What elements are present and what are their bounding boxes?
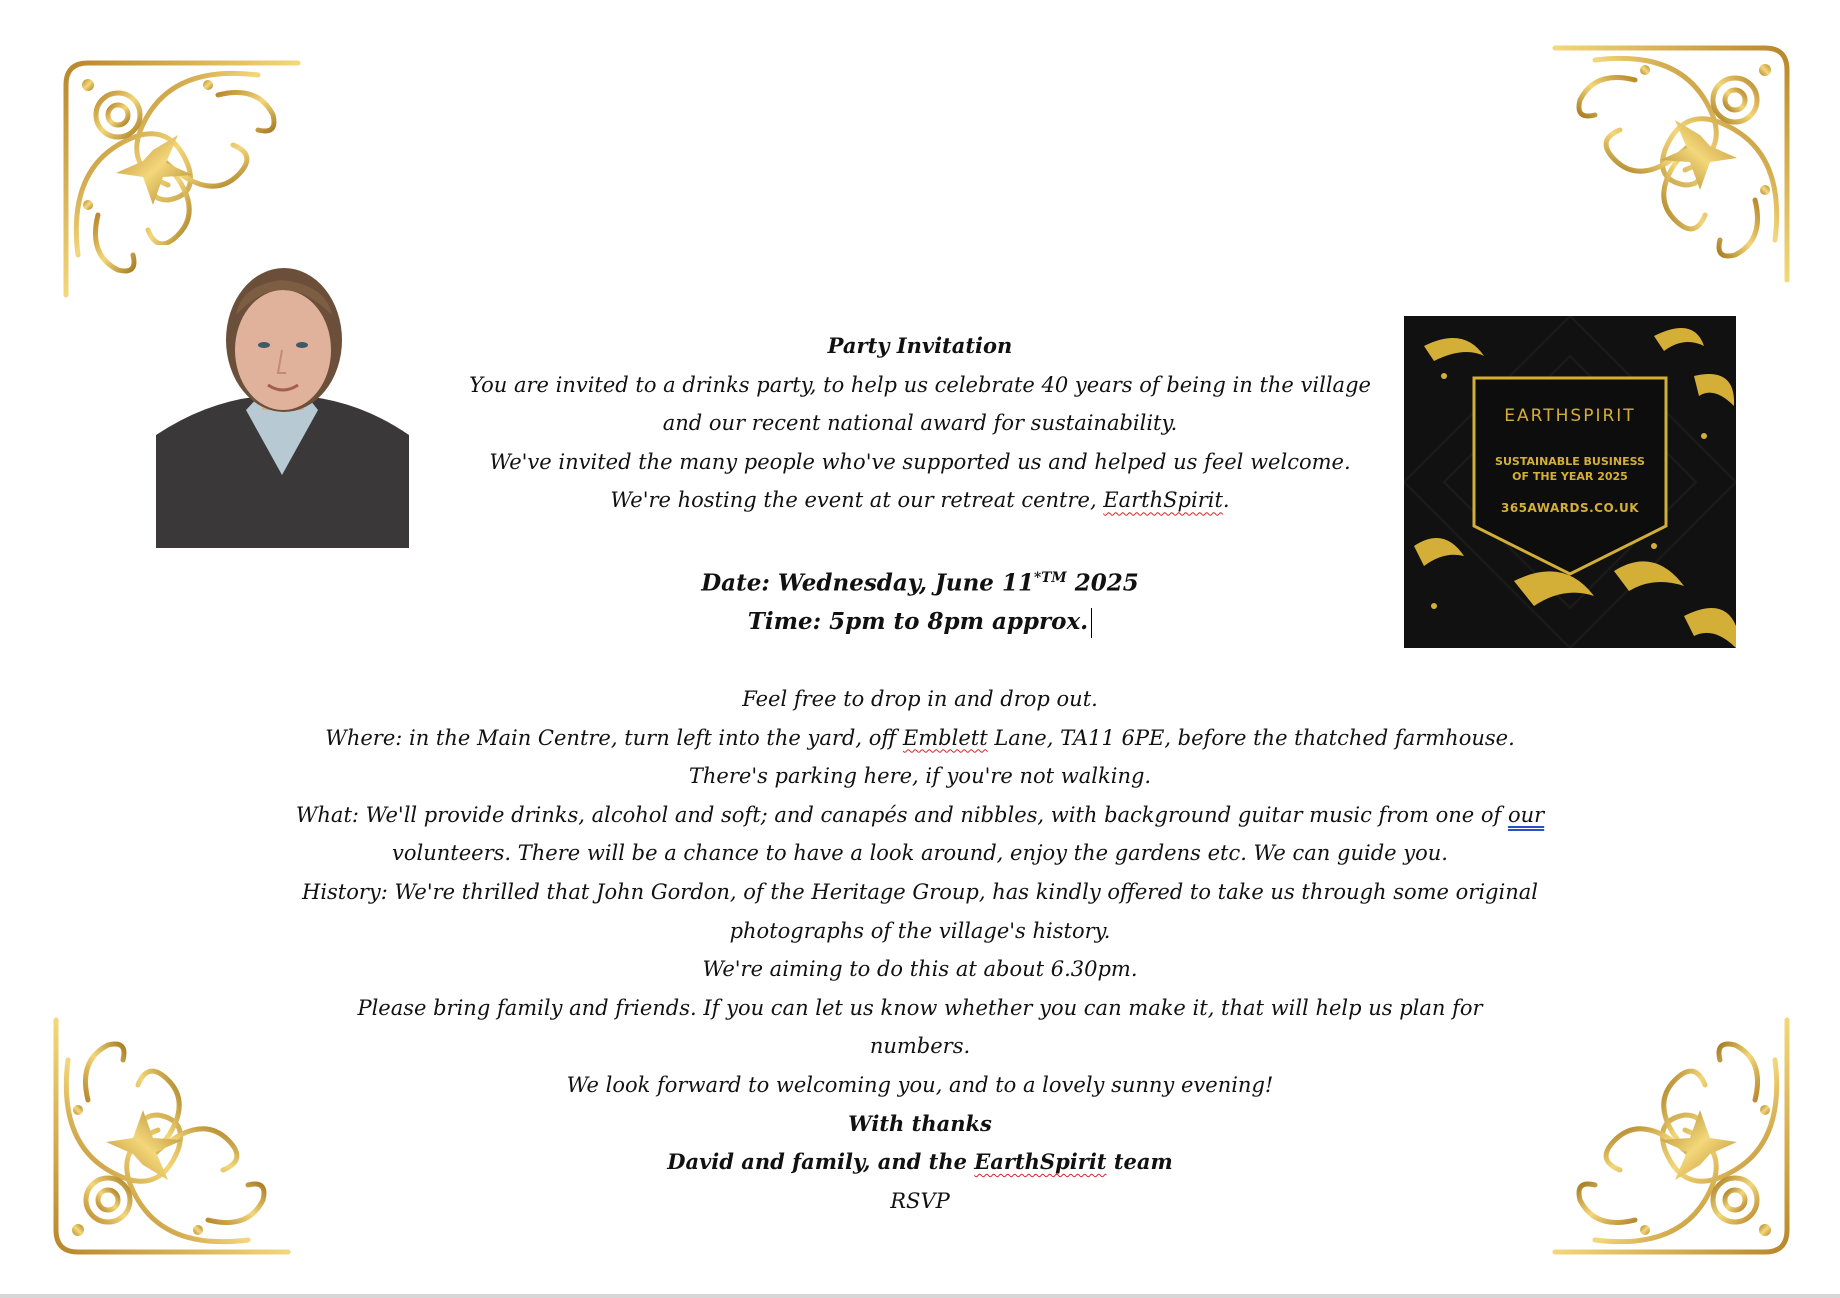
bring-line-2: numbers. — [869, 1034, 971, 1059]
page-bottom-edge — [0, 1294, 1840, 1298]
blank-line — [250, 520, 1590, 559]
history-time-line: We're aiming to do this at about 6.30pm. — [702, 957, 1138, 982]
signoff-suffix: team — [1106, 1149, 1173, 1175]
date-prefix: Date: Wednesday, June 11 — [701, 569, 1034, 597]
hosting-prefix: We're hosting the event at our retreat centre, — [610, 488, 1104, 513]
intro-line-2: and our recent national award for sustainability. — [662, 411, 1178, 436]
look-forward-line: We look forward to welcoming you, and to a lovely sunny evening! — [566, 1072, 1274, 1097]
hosting-line — [250, 481, 1590, 520]
what-line-1 — [250, 796, 1590, 835]
badge-website: 365AWARDS.CO.UK — [1500, 501, 1640, 515]
signoff-brand: EarthSpirit — [974, 1149, 1107, 1175]
where-line — [250, 719, 1590, 758]
parking-line: There's parking here, if you're not walking. — [688, 764, 1152, 789]
intro-line-3: We've invited the many people who've supported us and helped us feel welcome. — [489, 449, 1351, 474]
what-line-2: volunteers. There will be a chance to have a look around, enjoy the gardens etc. We can guide you. — [392, 841, 1448, 866]
text-cursor — [1091, 608, 1092, 638]
history-line-1: History: We're thrilled that John Gordon, of the Heritage Group, has kindly offered to take us through some original — [302, 879, 1538, 904]
rsvp-line: RSVP — [890, 1188, 950, 1213]
date-line — [250, 559, 1590, 603]
time-text: Time: 5pm to 8pm approx. — [747, 607, 1089, 635]
venue-name: EarthSpirit — [1103, 488, 1223, 513]
corner-ornament-top-right-icon — [1545, 40, 1795, 290]
where-suffix: Lane, TA11 6PE, before the thatched farmhouse. — [987, 725, 1515, 750]
badge-award-line-2: OF THE YEAR 2025 — [1512, 470, 1628, 483]
bring-line-1: Please bring family and friends. If you can let us know whether you can make it, that will help us plan for — [357, 995, 1483, 1020]
date-sup: *TM — [1033, 569, 1067, 586]
time-line — [250, 603, 1590, 642]
hosting-suffix: . — [1222, 488, 1230, 513]
intro-line-1: You are invited to a drinks party, to help us celebrate 40 years of being in the village — [469, 372, 1371, 397]
blank-line — [250, 641, 1590, 680]
date-suffix: 2025 — [1066, 569, 1139, 597]
where-lane: Emblett — [902, 725, 988, 750]
badge-award-line-1: SUSTAINABLE BUSINESS — [1495, 455, 1645, 468]
badge-brand: EARTHSPIRIT — [1504, 406, 1636, 426]
invitation-title: Party Invitation — [827, 333, 1013, 358]
what-our: our — [1507, 802, 1545, 827]
history-line-2: photographs of the village's history. — [729, 918, 1111, 943]
what-prefix: What: We'll provide drinks, alcohol and soft; and canapés and nibbles, with background guitar music from one of — [295, 802, 1508, 827]
signoff-line — [250, 1143, 1590, 1182]
thanks-line: With thanks — [848, 1110, 992, 1136]
signoff-prefix: David and family, and the — [667, 1149, 975, 1175]
where-prefix: Where: in the Main Centre, turn left into the yard, off — [325, 725, 903, 750]
invitation-body[interactable] — [250, 327, 1590, 1220]
drop-in-line: Feel free to drop in and drop out. — [742, 687, 1098, 711]
